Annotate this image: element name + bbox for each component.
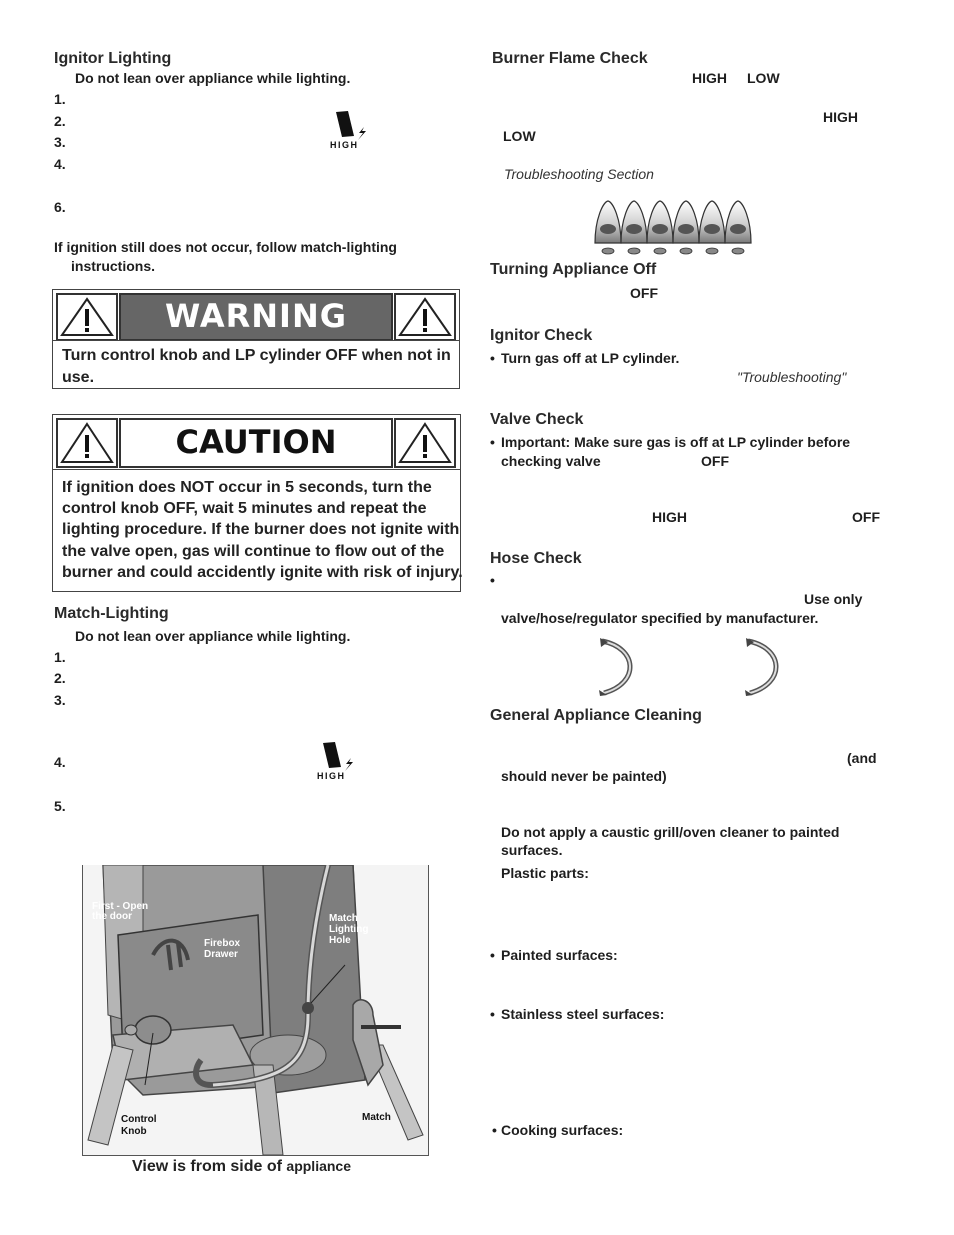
troubleshooting-section-ref: Troubleshooting Section [504, 166, 654, 182]
caution-text-line-1: If ignition does NOT occur in 5 seconds, turn the [62, 479, 432, 496]
warning-icon [396, 295, 454, 339]
hose-arc-icon [744, 638, 786, 696]
match-note: Do not lean over appliance while lighting. [75, 628, 351, 644]
cleaning-never-painted: should never be painted) [501, 768, 667, 784]
ignitor-step-2: 2. [54, 113, 66, 129]
warning-banner [119, 293, 393, 341]
caution-banner [119, 418, 393, 468]
flame-low-1: LOW [747, 70, 780, 86]
figure-caption-main: View is from side of [132, 1158, 287, 1175]
match-step-5: 5. [54, 798, 66, 814]
stainless-bullet: • [490, 1006, 495, 1022]
hole-label-3: Hole [329, 935, 351, 946]
flame-low-2: LOW [503, 128, 536, 144]
hose-arc-icon [598, 638, 640, 696]
hole-label-1: Match [329, 913, 358, 924]
caution-text-line-4: the valve open, gas will continue to flow out of the [62, 543, 445, 560]
valve-check-line-2: checking valve [501, 453, 601, 469]
turning-appliance-off-heading: Turning Appliance Off [490, 261, 657, 278]
match-lighting-figure [82, 865, 429, 1156]
high-label: HIGH [330, 140, 359, 150]
plastic-parts-label: Plastic parts: [501, 865, 589, 881]
warning-triangle-right [394, 293, 456, 341]
flame-high-1: HIGH [692, 70, 727, 86]
ignitor-step-3: 3. [54, 134, 66, 150]
general-cleaning-heading: General Appliance Cleaning [490, 707, 702, 724]
caution-icon [396, 420, 454, 466]
match-step-4: 4. [54, 754, 66, 770]
cooking-surfaces-label: Cooking surfaces: [501, 1122, 624, 1138]
caustic-warning-line-2: surfaces. [501, 842, 563, 858]
caution-text-line-2: control knob OFF, wait 5 minutes and repeat the [62, 500, 427, 517]
valve-high: HIGH [652, 509, 687, 525]
high-knob-icon [328, 110, 372, 152]
valve-check-line-1: Important: Make sure gas is off at LP cylinder before [501, 434, 851, 450]
caution-triangle-left [56, 418, 118, 468]
warning-divider [52, 340, 460, 341]
painted-bullet: • [490, 947, 495, 963]
ignitor-lighting-heading: Ignitor Lighting [54, 50, 172, 67]
ignitor-step-6: 6. [54, 199, 66, 215]
valve-off-1: OFF [701, 453, 729, 469]
door-label-1: First - Open [92, 901, 149, 912]
knob-label-2: Knob [121, 1126, 147, 1137]
ignitor-check-heading: Ignitor Check [490, 327, 593, 344]
ignitor-note: Do not lean over appliance while lighting. [75, 70, 351, 86]
warning-triangle-left [56, 293, 118, 341]
firebox-label-2: Drawer [204, 949, 238, 960]
warning-text-line-2: use. [62, 369, 95, 386]
ignitor-step-1: 1. [54, 91, 66, 107]
caution-icon [58, 420, 116, 466]
match-step-1: 1. [54, 649, 66, 665]
match-step-3: 3. [54, 692, 66, 708]
hose-check-line-2: valve/hose/regulator specified by manufacturer. [501, 610, 819, 626]
ignitor-check-line: Turn gas off at LP cylinder. [501, 350, 680, 366]
caution-triangle-right [394, 418, 456, 468]
figure-caption-small: appliance [286, 1158, 352, 1174]
high-knob-icon [315, 741, 359, 783]
door-label-2: the door [92, 911, 132, 922]
valve-check-bullet: • [490, 434, 495, 450]
match-lighting-heading: Match-Lighting [54, 605, 169, 622]
caustic-warning-line-1: Do not apply a caustic grill/oven cleaner to painted [501, 824, 840, 840]
painted-surfaces-label: Painted surfaces: [501, 947, 618, 963]
match-step-2: 2. [54, 670, 66, 686]
burner-flames-icon [593, 199, 753, 257]
caution-text-line-5: burner and could accidently ignite with risk of injury. [62, 564, 463, 581]
caution-text-line-3: lighting procedure. If the burner does not ignite with [62, 521, 460, 538]
troubleshooting-ref: "Troubleshooting" [737, 369, 847, 385]
use-only-text: Use only [804, 591, 863, 607]
hole-label-2: Lighting [329, 924, 369, 935]
hose-check-bullet: • [490, 572, 495, 588]
fallback-line-2: instructions. [71, 258, 156, 274]
fallback-line-1: If ignition still does not occur, follow match-lighting [54, 239, 397, 255]
stainless-surfaces-label: Stainless steel surfaces: [501, 1006, 665, 1022]
hose-check-heading: Hose Check [490, 550, 582, 567]
figure-caption [132, 1158, 351, 1176]
cleaning-and: (and [847, 750, 877, 766]
ignitor-check-bullet: • [490, 350, 495, 366]
caution-divider [52, 469, 460, 470]
firebox-label-1: Firebox [204, 938, 241, 949]
caution-title: CAUTION [175, 423, 337, 461]
flame-high-2: HIGH [823, 109, 858, 125]
warning-text-line-1: Turn control knob and LP cylinder OFF when not in [62, 347, 451, 364]
knob-label-1: Control [121, 1114, 157, 1125]
high-label: HIGH [317, 771, 346, 781]
valve-check-heading: Valve Check [490, 411, 584, 428]
warning-icon [58, 295, 116, 339]
valve-off-2: OFF [852, 509, 880, 525]
burner-flame-check-heading: Burner Flame Check [492, 50, 648, 67]
off-text: OFF [630, 285, 658, 301]
ignitor-step-4: 4. [54, 156, 66, 172]
warning-title: WARNING [165, 297, 347, 335]
cooking-bullet: • [492, 1122, 497, 1138]
match-label: Match [362, 1112, 391, 1123]
